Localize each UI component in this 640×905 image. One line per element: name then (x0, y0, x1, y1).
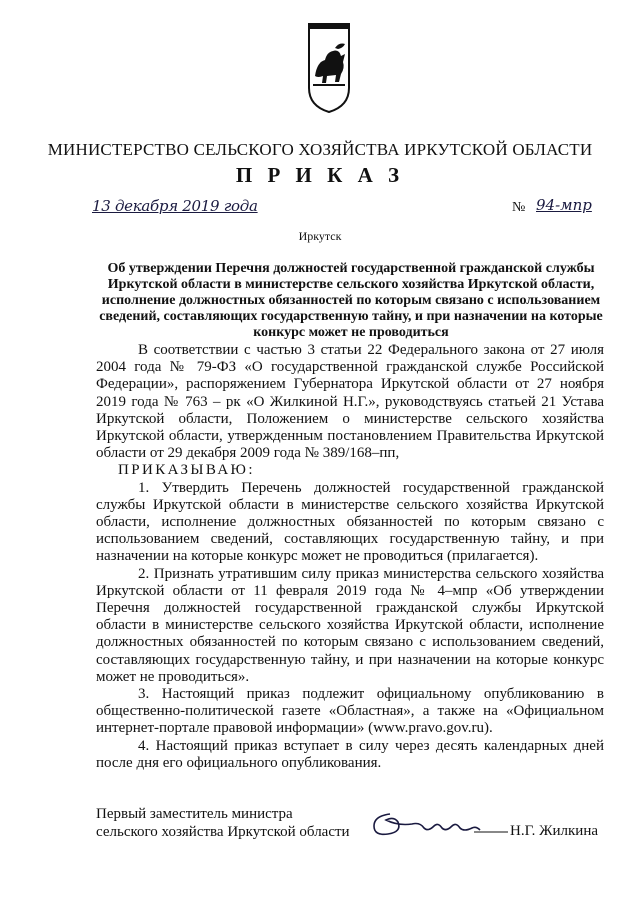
ministry-title: МИНИСТЕРСТВО СЕЛЬСКОГО ХОЗЯЙСТВА ИРКУТСКОЙ ОБЛАСТИ (47, 140, 593, 159)
order-body (96, 342, 604, 772)
order-title: П Р И К А З (235, 163, 405, 187)
order-date: 13 декабря 2019 года (92, 197, 258, 215)
signatory-name: Н.Г. Жилкина (510, 823, 599, 839)
item-1-paragraph: 1. Утвердить Перечень должностей государственной гражданской службы Иркутской области в министерстве сельского хозяйства Иркутской области, исполнение должностных обязанностей по которым связано с использованием сведений, составляющих государственную тайну, и при назначении на которые конкурс может не проводиться (прилагается). (96, 479, 604, 565)
order-number: 94-мпр (536, 196, 592, 214)
decree-word: ПРИКАЗЫВАЮ: (118, 462, 255, 479)
signatory-position-line-1: Первый заместитель министра (96, 806, 293, 822)
irkutsk-coat-of-arms-icon (305, 18, 353, 114)
preamble-paragraph: В соответствии с частью 3 статьи 22 Федерального закона от 27 июля 2004 года № 79-ФЗ «О государственной гражданской службе Российской Федерации», распоряжением Губернатора Иркутской области от 27 ноября 2019 года № 763 – рк «О Жилкиной Н.Г.», руководствуясь статьей 21 Устава Иркутской области, Положением о министерстве сельского хозяйства Иркутской области, утвержденным постановлением Правительства Иркутской области от 29 декабря 2009 года № 389/168–пп, (96, 342, 604, 462)
handwritten-signature-icon (368, 808, 508, 842)
order-heading: Об утверждении Перечня должностей государственной гражданской службы Иркутской области в министерстве сельского хозяйства Иркутской области, исполнение должностных обязанностей по которым связано с использованием сведений, составляющих государственную тайну, и при назначении на которые конкурс может не проводиться (99, 261, 603, 340)
signatory-position (96, 805, 350, 841)
item-4-paragraph: 4. Настоящий приказ вступает в силу через десять календарных дней после дня его официального опубликования. (96, 737, 604, 771)
city: Иркутск (298, 229, 342, 243)
signatory-position-line-2: сельского хозяйства Иркутской области (96, 824, 350, 840)
item-3-paragraph: 3. Настоящий приказ подлежит официальному опубликованию в общественно-политической газете «Областная», а также на «Официальном интернет-портале правовой информации» (www.pravo.gov.ru). (96, 686, 604, 737)
order-number-prefix: № (512, 200, 526, 215)
item-2-paragraph: 2. Признать утратившим силу приказ министерства сельского хозяйства Иркутской области от 11 февраля 2019 года № 4–мпр «Об утверждении Перечня должностей государственной гражданской службы Иркутской области в министерстве сельского хозяйства Иркутской области, исполнение должностных обязанностей по которым связано с использованием сведений, составляющих государственную тайну, и при назначении на которые конкурс может не проводиться». (96, 565, 604, 685)
